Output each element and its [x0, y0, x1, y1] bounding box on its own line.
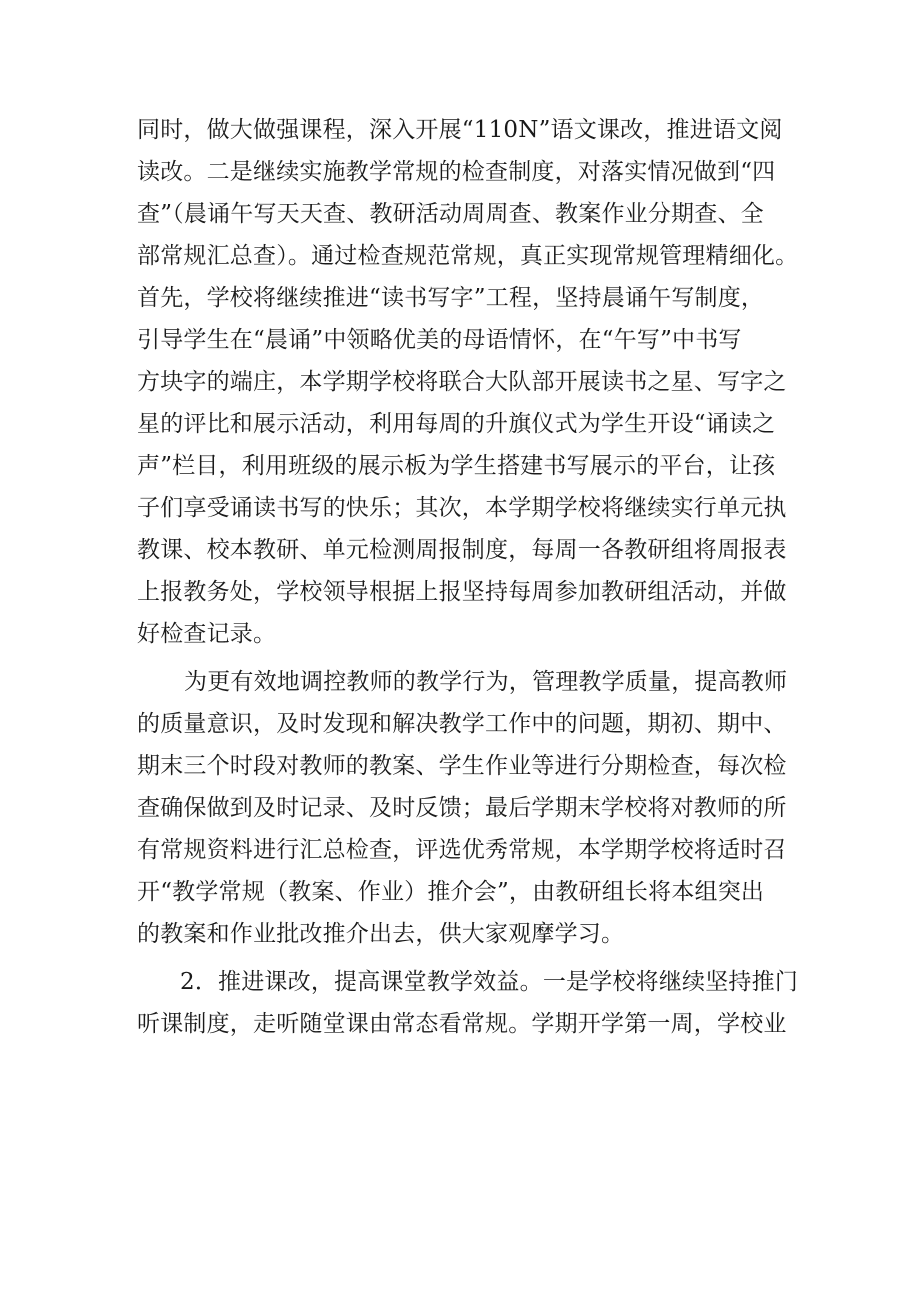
text-line: 听课制度，走听随堂课由常态看常规。学期开学第一周，学校业 — [137, 1011, 787, 1037]
text-line: 上报教务处，学校领导根据上报坚持每周参加教研组活动，并做 — [137, 579, 787, 605]
text-line: 期末三个时段对教师的教案、学生作业等进行分期检查，每次检 — [137, 753, 787, 779]
text-line: 教课、校本教研、单元检测周报制度，每周一各教研组将周报表 — [137, 537, 787, 563]
text-line: 星的评比和展示活动，利用每周的升旗仪式为学生开设“诵读之 — [137, 411, 776, 437]
paragraph-first-line: 为更有效地调控教师的教学行为，管理教学质量，提高教师 — [184, 669, 788, 695]
text-line: 方块字的端庄，本学期学校将联合大队部开展读书之星、写字之 — [137, 369, 787, 395]
text-line: 好检查记录。 — [137, 621, 277, 647]
text-line: 读改。二是继续实施教学常规的检查制度，对落实情况做到“四 — [137, 159, 776, 185]
text-line: 查确保做到及时记录、及时反馈；最后学期末学校将对教师的所 — [137, 795, 787, 821]
text-line: 引导学生在“晨诵”中领略优美的母语情怀，在“午写”中书写 — [137, 327, 742, 353]
section-heading-line: 2．推进课改，提高课堂教学效益。一是学校将继续坚持推门 — [180, 969, 799, 995]
text-line: 首先，学校将继续推进“读书写字”工程，坚持晨诵午写制度， — [137, 285, 765, 311]
text-line: 同时，做大做强课程，深入开展“110N”语文课改，推进语文阅 — [137, 117, 783, 143]
text-line: 子们享受诵读书写的快乐；其次，本学期学校将继续实行单元执 — [137, 495, 787, 521]
text-line: 部常规汇总查）。通过检查规范常规，真正实现常规管理精细化。 — [137, 243, 799, 269]
text-line: 有常规资料进行汇总检查，评选优秀常规，本学期学校将适时召 — [137, 837, 787, 863]
text-line: 声”栏目，利用班级的展示板为学生搭建书写展示的平台，让孩 — [137, 453, 776, 479]
text-line: 的教案和作业批改推介出去，供大家观摩学习。 — [137, 921, 625, 947]
text-line: 开“教学常规（教案、作业）推介会”，由教研组长将本组突出 — [137, 879, 765, 905]
text-line: 查”（晨诵午写天天查、教研活动周周查、教案作业分期查、全 — [137, 201, 764, 227]
text-line: 的质量意识，及时发现和解决教学工作中的问题，期初、期中、 — [137, 711, 787, 737]
